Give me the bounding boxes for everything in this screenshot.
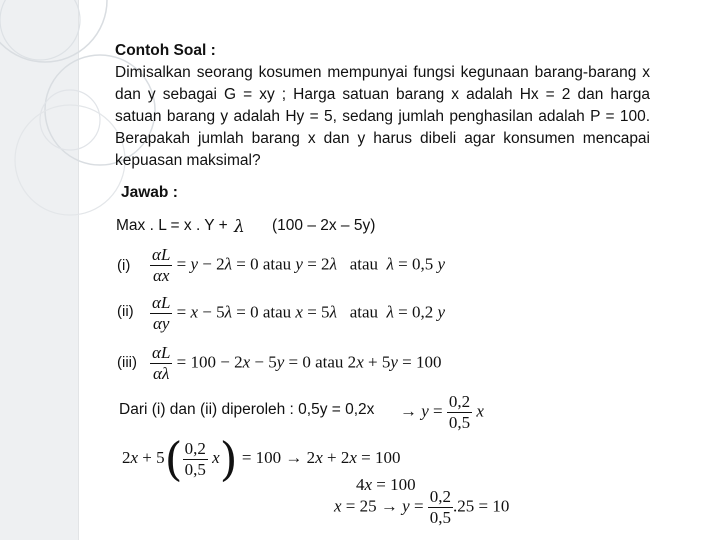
problem-block [115,40,650,172]
lambda-symbol: λ [234,217,245,237]
heading: Contoh Soal : [115,42,216,59]
label-ii: (ii) [117,303,134,320]
label-i: (i) [117,257,131,274]
lagrangian-suffix: (100 – 2x – 5y) [272,217,376,234]
equation-iii: $\frac{\alpha L}{\alpha\lambda}$ = 100 − 2x − 5y = 0 atau 2x + 5y = 100 [152,343,442,383]
derivation-note: Dari (i) dan (ii) diperoleh : 0,5y = 0,2x [119,401,375,418]
substitution-equation: 2x + 5( $\frac{0,2}{0,5}$ x) = 100 → 2x + 2x = 100 [122,432,401,486]
four-x-equation: 4x = 100 [356,475,416,494]
lagrangian-prefix: Max . L = x . Y + [116,217,228,234]
equation-ii: $\frac{\alpha L}{\alpha y}$ = x − 5λ = 0 atau x = 5λ atau λ = 0,2 y [152,293,446,333]
y-expression: → y = $\frac{0,2}{0,5}$ x [400,392,484,432]
label-iii: (iii) [117,354,137,371]
problem-text: Dimisalkan seorang kosumen mempunyai fungsi kegunaan barang-barang x dan y sebagai G = xy ; Harga satuan barang x adalah Hx = 2 dan harga satuan barang y adalah Hy = 5, sedang jumlah penghasilan adalah P = 100. Berapakah jumlah barang x dan y harus dibeli agar konsumen mencapai kepuasan maksimal? [115,64,650,169]
equation-i: $\frac{\alpha L}{\alpha x}$ = y − 2λ = 0 atau y = 2λ atau λ = 0,5 y [152,245,446,285]
final-result: x = 25 → y = $\frac{0,2}{0,5}$ .25 = 10 [334,487,510,527]
answer-heading: Jawab : [121,184,178,201]
